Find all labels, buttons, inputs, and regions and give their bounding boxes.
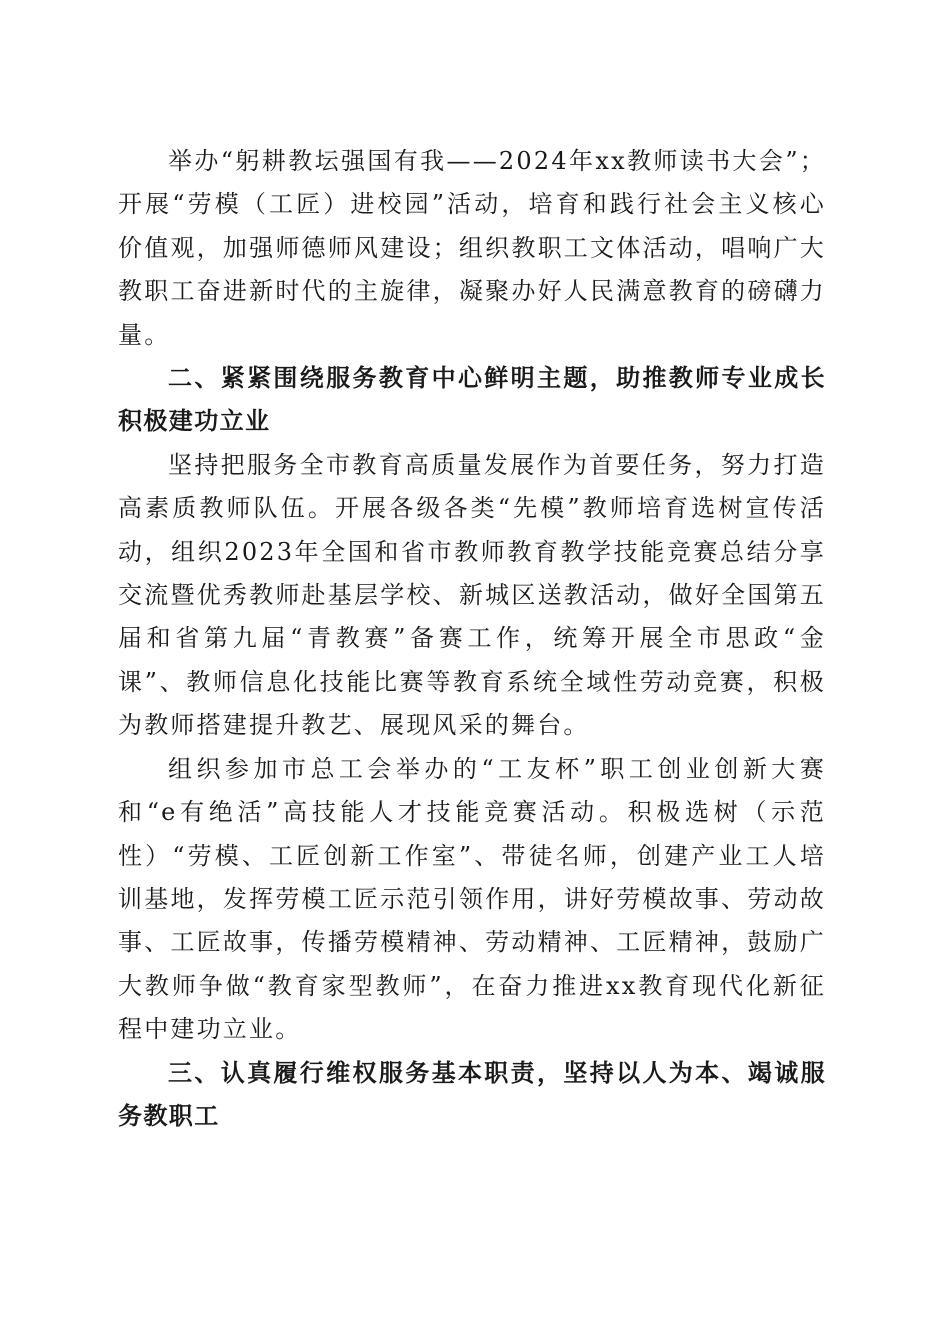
paragraph-reading-conference: 举办“躬耕教坛强国有我——2024年xx教师读书大会”；开展“劳模（工匠）进校园”活动，培育和践行社会主义核心价值观，加强师德师风建设；组织教职工文体活动，唱响广大教职工奋进新时代的主旋律，凝聚办好人民满意教育的磅礴力量。 xyxy=(118,147,826,349)
document-page xyxy=(118,140,826,1138)
section-heading-three: 三、认真履行维权服务基本职责，坚持以人为本、竭诚服务教职工 xyxy=(118,1058,826,1130)
paragraph-teacher-development: 坚持把服务全市教育高质量发展作为首要任务，努力打造高素质教师队伍。开展各级各类“先模”教师培育选树宣传活动，组织2023年全国和省市教师教育教学技能竞赛总结分享交流暨优秀教师赴基层学校、新城区送教活动，做好全国第五届和省第九届“青教赛”备赛工作，统筹开展全市思政“金课”、教师信息化技能比赛等教育系统全域性劳动竞赛，积极为教师搭建提升教艺、展现风采的舞台。 xyxy=(118,450,826,740)
section-heading-two: 二、紧紧围绕服务教育中心鲜明主题，助推教师专业成长积极建功立业 xyxy=(118,364,826,436)
paragraph-skills-competition: 组织参加市总工会举办的“工友杯”职工创业创新大赛和“e有绝活”高技能人才技能竞赛活动。积极选树（示范性）“劳模、工匠创新工作室”、带徒名师，创建产业工人培训基地，发挥劳模工匠示范引领作用，讲好劳模故事、劳动故事、工匠故事，传播劳模精神、劳动精神、工匠精神，鼓励广大教师争做“教育家型教师”，在奋力推进xx教育现代化新征程中建功立业。 xyxy=(118,754,826,1044)
